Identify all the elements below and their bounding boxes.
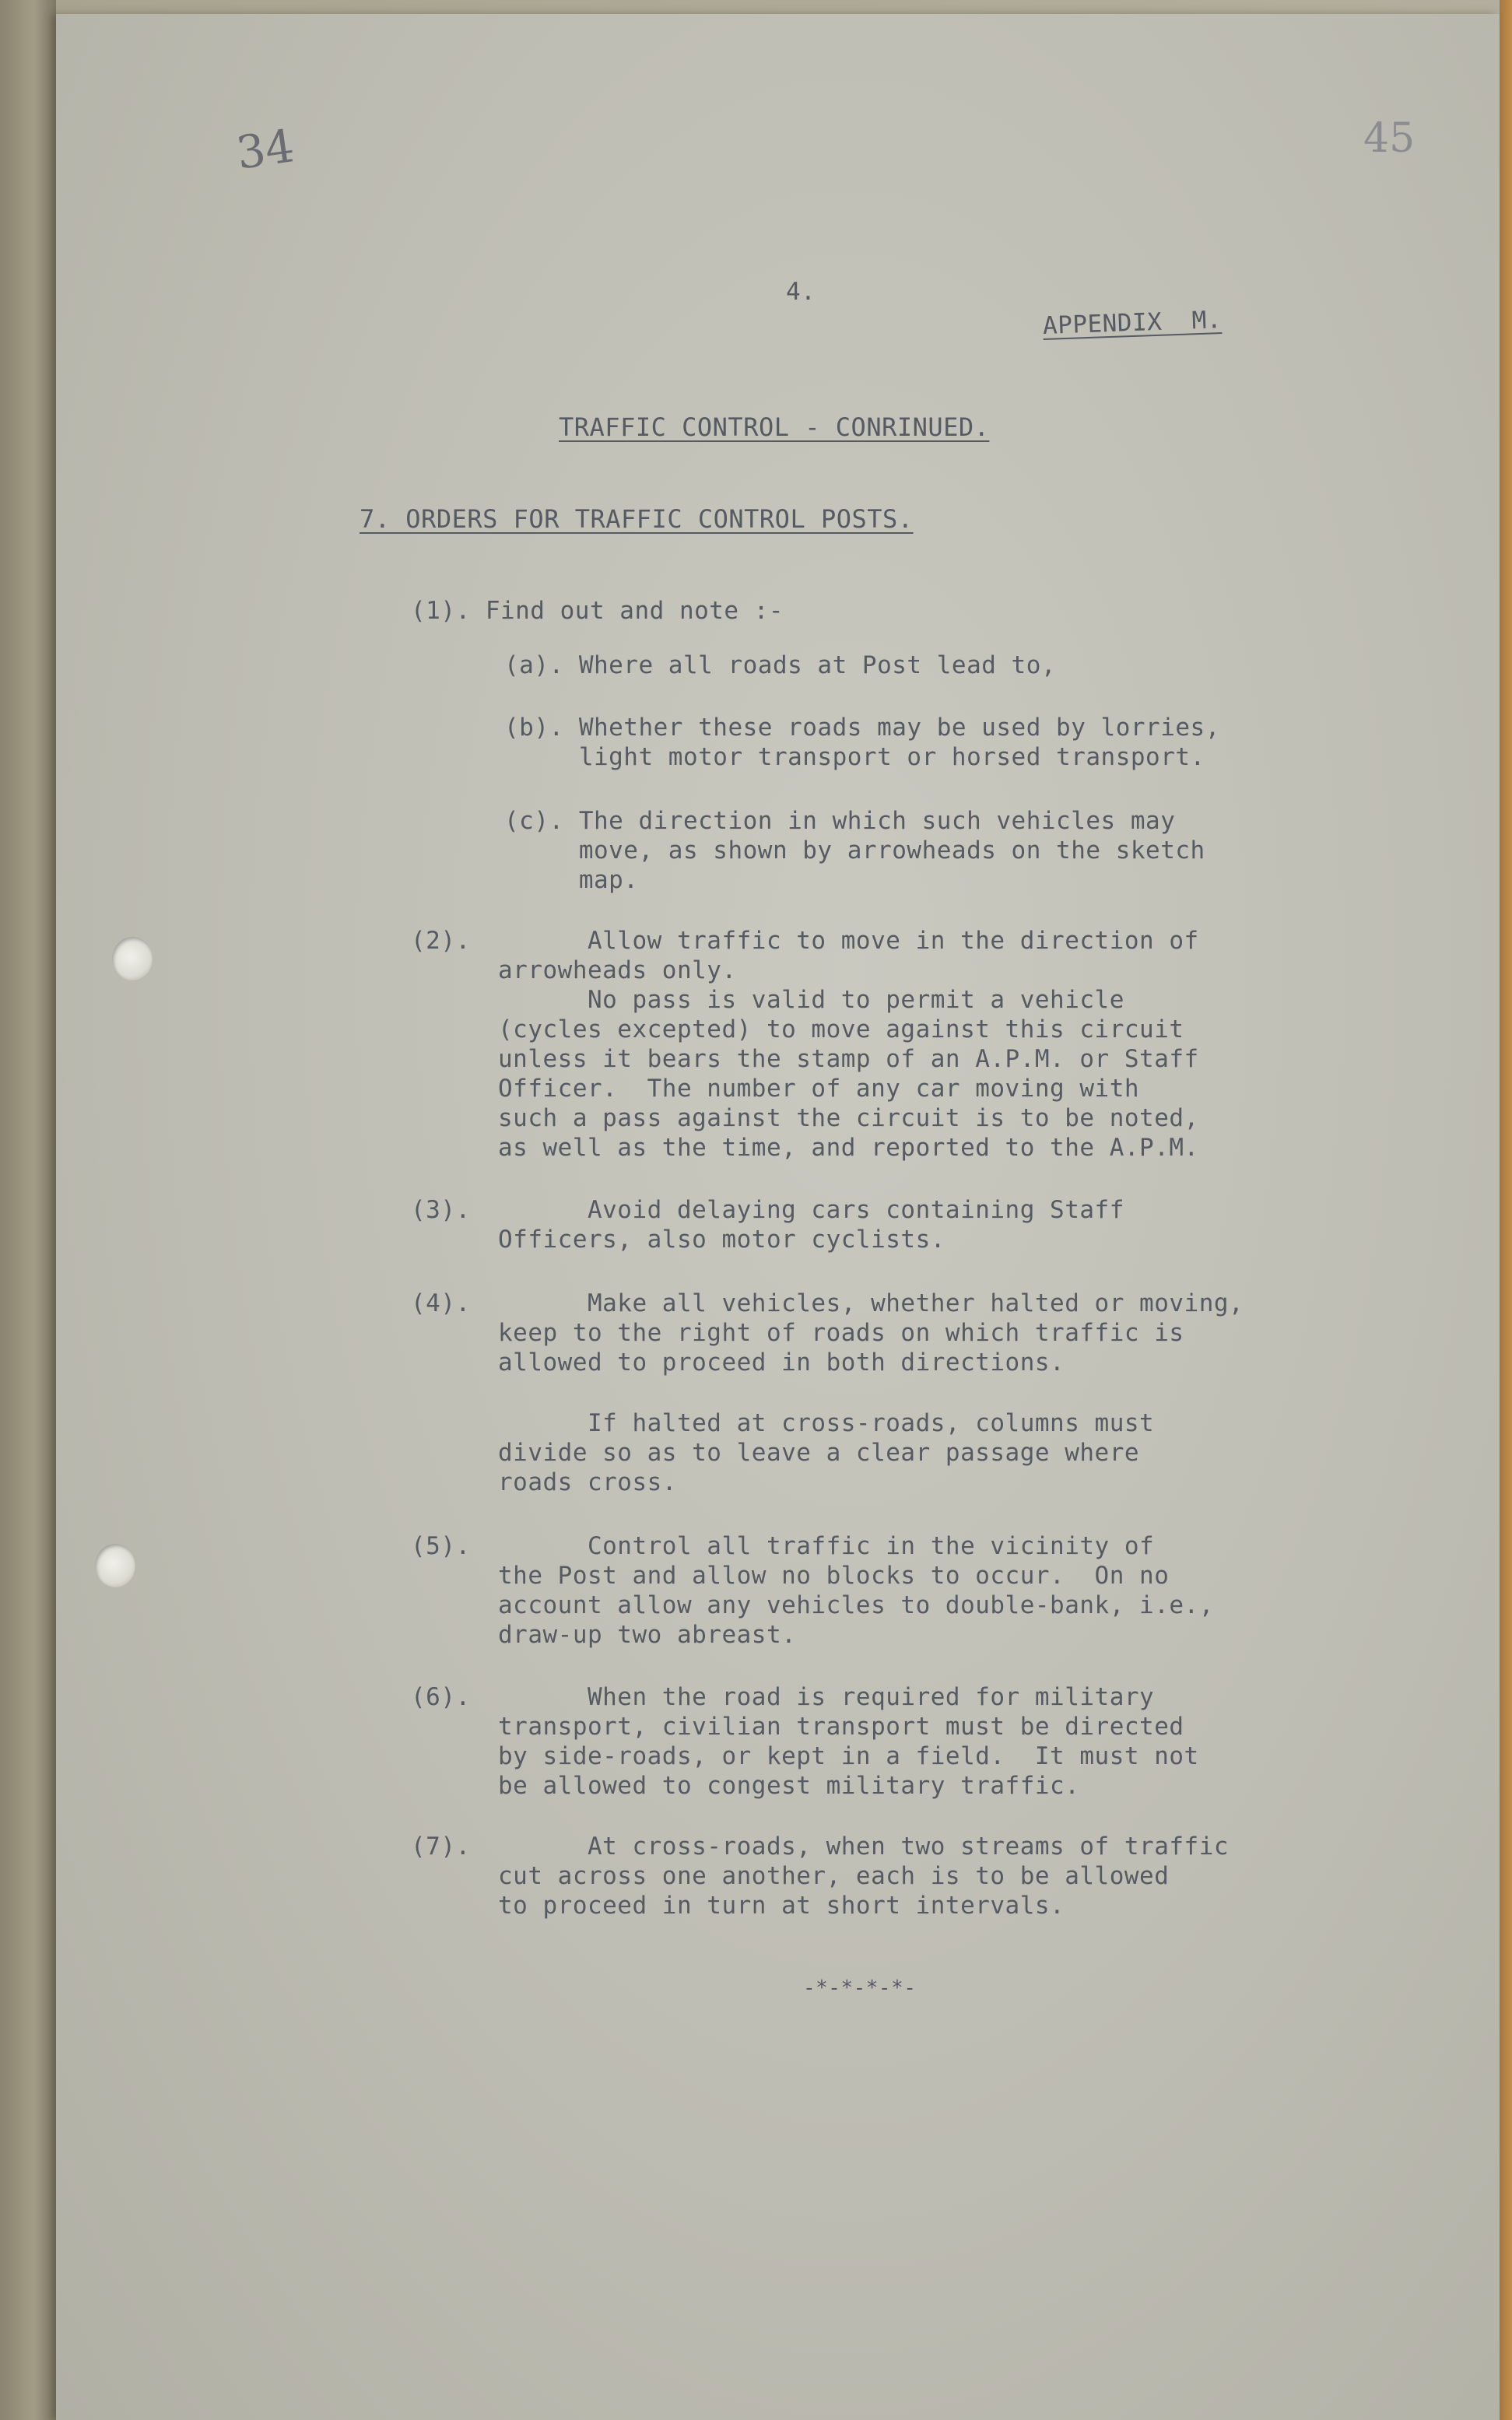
item-5-number: (5).	[411, 1532, 471, 1560]
item-6-number: (6).	[411, 1683, 471, 1711]
item-4-number: (4).	[411, 1289, 471, 1317]
item-3-number: (3).	[411, 1196, 471, 1224]
document-page	[56, 14, 1500, 2420]
folio-number-right: 45	[1363, 115, 1416, 162]
item-1a: (a). Where all roads at Post lead to,	[504, 651, 1057, 679]
item-1-text: (1). Find out and note :-	[411, 597, 784, 625]
desk-edge	[1500, 0, 1512, 2420]
item-1b: (b). Whether these roads may be used by lorries, light motor transport or horsed transport.	[504, 714, 1220, 771]
folio-number-left: 34	[233, 119, 298, 180]
end-mark: -*-*-*-*-	[803, 1976, 917, 2000]
item-7-number: (7).	[411, 1833, 471, 1861]
item-3-text: Avoid delaying cars containing Staff Officers, also motor cyclists.	[498, 1196, 1124, 1254]
item-5-text: Control all traffic in the vicinity of the Post and allow no blocks to occur. On no account allow any vehicles to double-bank, i.e., draw-up two abreast.	[498, 1532, 1214, 1649]
binder-edge	[0, 0, 56, 2420]
appendix-label: APPENDIX M.	[1042, 305, 1223, 341]
item-2-number: (2).	[411, 927, 471, 955]
document-title: TRAFFIC CONTROL - CONRINUED.	[559, 412, 990, 442]
item-4-text-2: If halted at cross-roads, columns must divide so as to leave a clear passage where roads cross.	[498, 1409, 1155, 1496]
punch-hole-lower	[95, 1544, 135, 1587]
page-number: 4.	[786, 278, 816, 306]
item-1c: (c). The direction in which such vehicles may move, as shown by arrowheads on the sketch map.	[504, 807, 1205, 894]
punch-hole-upper	[112, 937, 153, 980]
item-2-text: Allow traffic to move in the direction of arrowheads only. No pass is valid to permit a vehicle (cycles excepted) to move against this circuit unless it bears the stamp of an A.P.M. or Staff Officer. The number of any car moving with such a pass against the circuit is to be noted, as well as the time, and reported to the A.P.M.	[498, 927, 1199, 1162]
item-4-text: Make all vehicles, whether halted or moving, keep to the right of roads on which traffic is allowed to proceed in both directions.	[498, 1289, 1244, 1377]
item-7-text: At cross-roads, when two streams of traffic cut across one another, each is to be allowed to proceed in turn at short intervals.	[498, 1833, 1230, 1920]
item-6-text: When the road is required for military transport, civilian transport must be directed by side-roads, or kept in a field. It must not be allowed to congest military traffic.	[498, 1683, 1199, 1800]
section-heading: 7. ORDERS FOR TRAFFIC CONTROL POSTS.	[360, 504, 914, 534]
